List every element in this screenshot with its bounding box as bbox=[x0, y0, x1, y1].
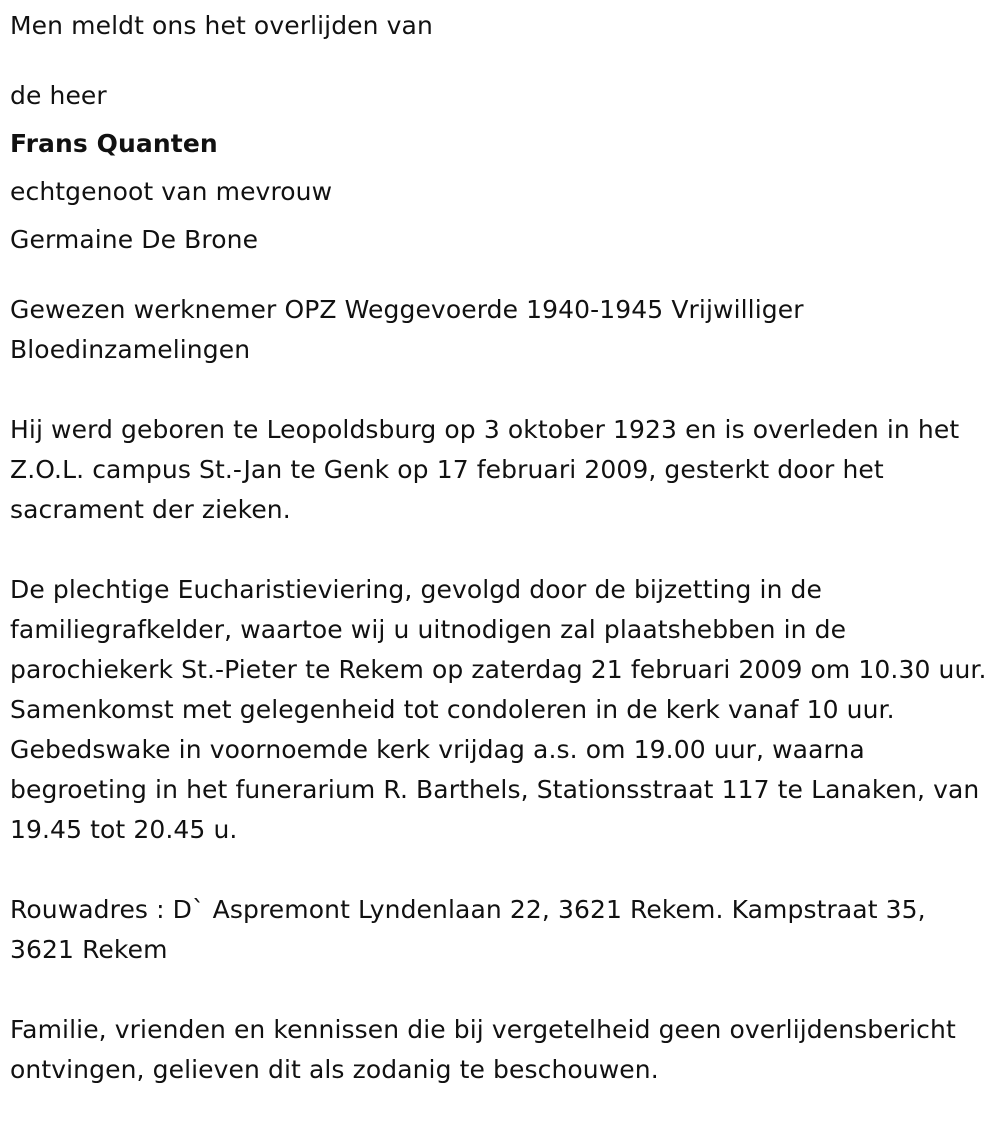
deceased-heading bbox=[10, 72, 990, 264]
spouse-name: Germaine De Brone bbox=[10, 225, 259, 254]
occupation-paragraph: Gewezen werknemer OPZ Weggevoerde 1940-1945 Vrijwilliger Bloedinzamelingen bbox=[10, 295, 804, 364]
ceremony-paragraph: De plechtige Eucharistieviering, gevolgd door de bijzetting in de familiegrafkelder, waartoe wij u uitnodigen zal plaatshebben in de parochiekerk St.-Pieter te Rekem op zaterdag 21 februari 2009 om 10.30 uur. Samenkomst met gelegenheid tot condoleren in de kerk vanaf 10 uur. Gebedswake in voornoemde kerk vrijdag a.s. om 19.00 uur, waarna begroeting in het funerarium R. Barthels, Stationsstraat 117 te Lanaken, van 19.45 tot 20.45 u. bbox=[10, 575, 987, 844]
spacer bbox=[10, 264, 990, 290]
address-paragraph: Rouwadres : D` Aspremont Lyndenlaan 22, 3621 Rekem. Kampstraat 35, 3621 Rekem bbox=[10, 895, 926, 964]
spacer bbox=[10, 850, 990, 890]
birth-death-paragraph: Hij werd geboren te Leopoldsburg op 3 oktober 1923 en is overleden in het Z.O.L. campus St.-Jan te Genk op 17 februari 2009, gesterkt door het sacrament der zieken. bbox=[10, 415, 960, 524]
spouse-label: echtgenoot van mevrouw bbox=[10, 177, 333, 206]
obituary-document bbox=[10, 6, 990, 1090]
spacer bbox=[10, 970, 990, 1010]
notice-paragraph: Familie, vrienden en kennissen die bij vergetelheid geen overlijdensbericht ontvingen, gelieven dit als zodanig te beschouwen. bbox=[10, 1015, 956, 1084]
deceased-name: Frans Quanten bbox=[10, 129, 218, 158]
spacer bbox=[10, 370, 990, 410]
intro-text: Men meldt ons het overlijden van bbox=[10, 11, 433, 40]
spacer bbox=[10, 530, 990, 570]
spacer bbox=[10, 46, 990, 72]
title-prefix: de heer bbox=[10, 81, 107, 110]
